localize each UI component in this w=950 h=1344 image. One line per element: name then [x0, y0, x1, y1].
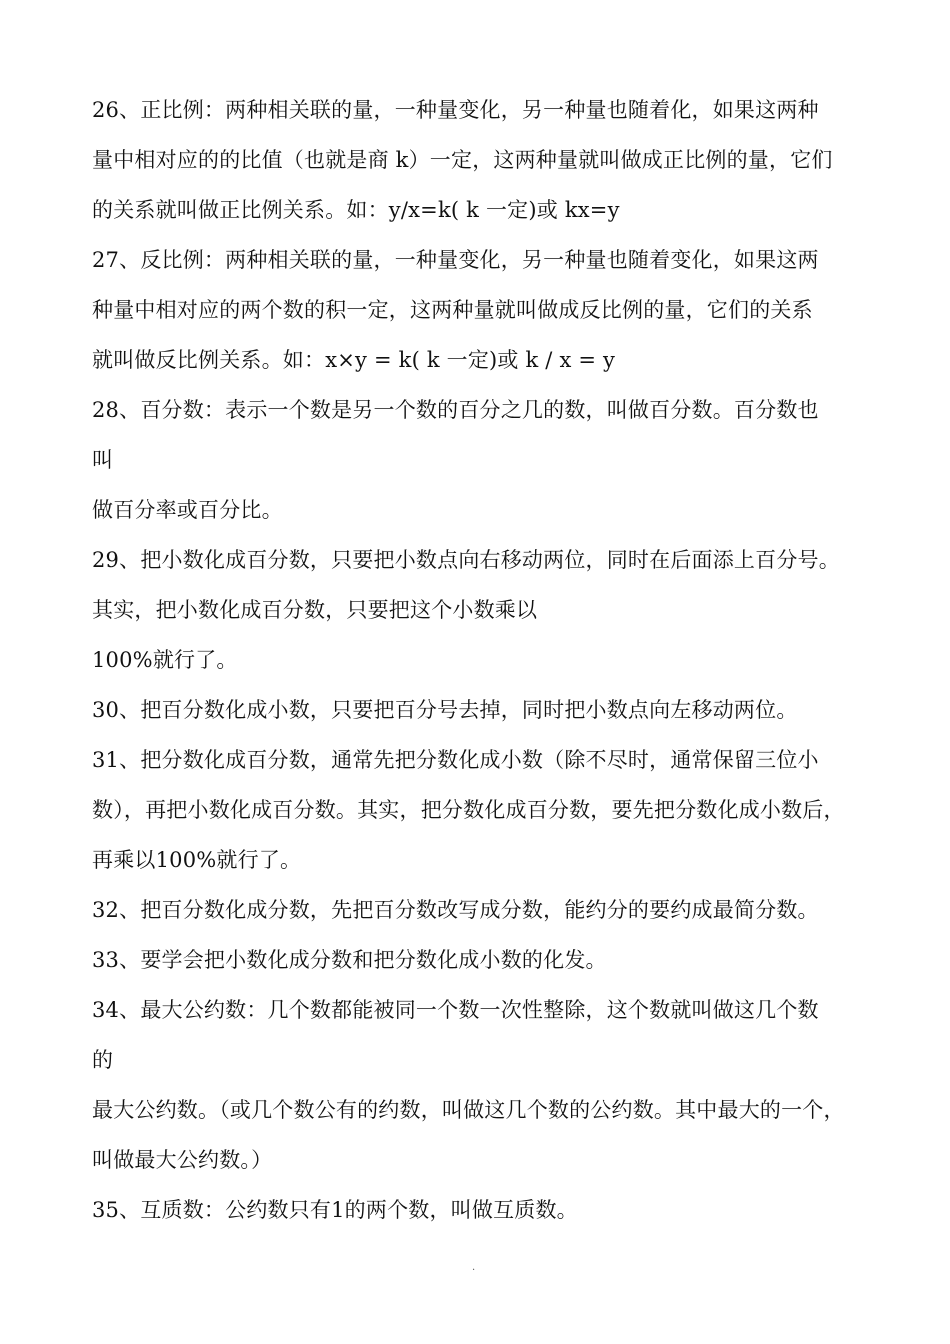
- footer-mark: .: [472, 1262, 476, 1273]
- text-line: 26、正比例：两种相关联的量，一种量变化，另一种量也随着化，如果这两种: [92, 98, 819, 122]
- text-line: 的: [92, 1048, 114, 1072]
- text-line: 就叫做反比例关系。如：x×y = k( k 一定)或 k / x = y: [92, 348, 616, 372]
- text-line: 31、把分数化成百分数，通常先把分数化成小数（除不尽时，通常保留三位小: [92, 748, 819, 772]
- text-line: 29、把小数化成百分数，只要把小数点向右移动两位，同时在后面添上百分号。: [92, 548, 840, 572]
- text-line: 34、最大公约数：几个数都能被同一个数一次性整除，这个数就叫做这几个数: [92, 998, 819, 1022]
- text-line: 100%就行了。: [92, 648, 238, 672]
- text-line: 数），再把小数化成百分数。其实，把分数化成百分数，要先把分数化成小数后，: [92, 798, 845, 822]
- text-line: 种量中相对应的两个数的积一定，这两种量就叫做成反比例的量，它们的关系: [92, 298, 813, 322]
- text-line: 35、互质数：公约数只有1的两个数，叫做互质数。: [92, 1198, 578, 1222]
- text-line: 最大公约数。（或几个数公有的约数，叫做这几个数的公约数。其中最大的一个，: [92, 1098, 845, 1122]
- text-line: 叫做最大公约数。）: [92, 1148, 273, 1172]
- text-line: 28、百分数：表示一个数是另一个数的百分之几的数，叫做百分数。百分数也: [92, 398, 819, 422]
- text-line: 再乘以100%就行了。: [92, 848, 302, 872]
- text-line: 32、把百分数化成分数，先把百分数改写成分数，能约分的要约成最简分数。: [92, 898, 819, 922]
- text-line: 33、要学会把小数化成分数和把分数化成小数的化发。: [92, 948, 607, 972]
- text-line: 其实，把小数化成百分数，只要把这个小数乘以: [92, 598, 538, 622]
- text-line: 的关系就叫做正比例关系。如：y/x=k( k 一定)或 kx=y: [92, 198, 620, 222]
- text-line: 30、把百分数化成小数，只要把百分号去掉，同时把小数点向左移动两位。: [92, 698, 798, 722]
- text-line: 量中相对应的的比值（也就是商 k）一定，这两种量就叫做成正比例的量，它们: [92, 148, 833, 172]
- text-line: 叫: [92, 448, 114, 472]
- text-line: 做百分率或百分比。: [92, 498, 283, 522]
- text-line: 27、反比例：两种相关联的量，一种量变化，另一种量也随着变化，如果这两: [92, 248, 819, 272]
